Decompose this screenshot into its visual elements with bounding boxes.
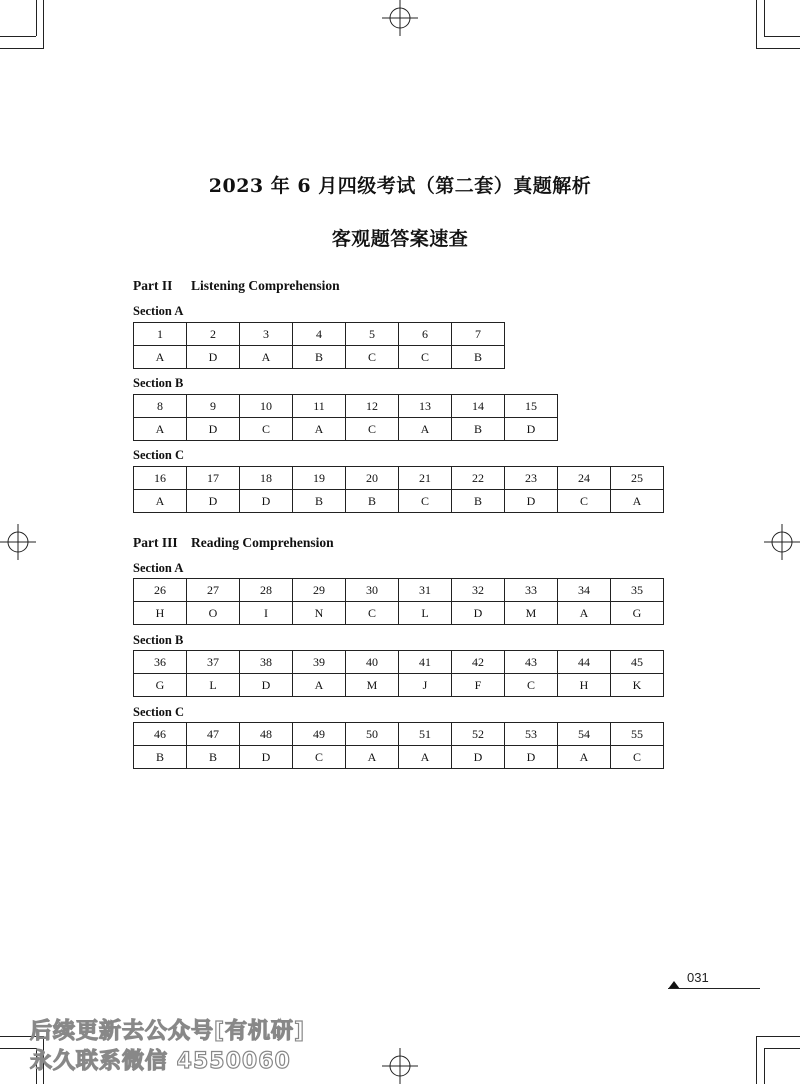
question-number: 43 <box>505 651 558 674</box>
answer-cell: B <box>452 418 505 441</box>
question-number: 36 <box>134 651 187 674</box>
section-label: Section C <box>133 705 185 719</box>
answer-cell: A <box>134 346 187 369</box>
question-number: 48 <box>240 723 293 746</box>
question-number: 12 <box>346 395 399 418</box>
answer-table <box>133 466 664 513</box>
question-number: 42 <box>452 651 505 674</box>
answer-cell: C <box>399 490 452 513</box>
answer-cell: C <box>293 746 346 769</box>
answer-cell: D <box>187 490 240 513</box>
section-label: Section B <box>133 376 184 390</box>
answer-cell: D <box>240 674 293 697</box>
question-number: 1 <box>134 323 187 346</box>
part-name: Reading Comprehension <box>191 535 334 550</box>
answer-cell: D <box>505 418 558 441</box>
answer-cell: B <box>346 490 399 513</box>
answer-cell: F <box>452 674 505 697</box>
part-heading <box>133 278 340 294</box>
answer-cell: B <box>452 490 505 513</box>
question-number-row <box>134 467 664 490</box>
answer-cell: B <box>293 346 346 369</box>
answer-cell: A <box>346 746 399 769</box>
question-number: 16 <box>134 467 187 490</box>
registration-mark-icon <box>764 524 800 560</box>
registration-mark-icon <box>382 0 418 36</box>
part-number: Part III <box>133 535 178 550</box>
question-number: 18 <box>240 467 293 490</box>
answer-cell: A <box>611 490 664 513</box>
watermark-line: 永久联系微信 4550060 <box>30 1049 291 1074</box>
question-number: 6 <box>399 323 452 346</box>
question-number: 21 <box>399 467 452 490</box>
answer-cell: J <box>399 674 452 697</box>
watermark-line: 后续更新去公众号[有机研] <box>30 1019 306 1044</box>
answer-table <box>133 322 505 369</box>
registration-mark-icon <box>382 1048 418 1084</box>
answer-table <box>133 578 664 625</box>
answer-cell: A <box>134 490 187 513</box>
page-subtitle: 客观题答案速查 <box>331 228 469 250</box>
answer-cell: B <box>452 346 505 369</box>
answer-cell: C <box>611 746 664 769</box>
answer-row <box>134 490 664 513</box>
question-number: 27 <box>187 579 240 602</box>
answer-row <box>134 674 664 697</box>
answer-cell: I <box>240 602 293 625</box>
answer-cell: A <box>399 418 452 441</box>
page-title: 2023 年 6 月四级考试（第二套）真题解析 <box>208 175 592 197</box>
answer-cell: H <box>558 674 611 697</box>
answer-cell: C <box>346 346 399 369</box>
answer-cell: L <box>187 674 240 697</box>
question-number: 34 <box>558 579 611 602</box>
question-number: 53 <box>505 723 558 746</box>
question-number: 37 <box>187 651 240 674</box>
question-number: 41 <box>399 651 452 674</box>
question-number: 35 <box>611 579 664 602</box>
question-number: 49 <box>293 723 346 746</box>
answer-cell: D <box>505 490 558 513</box>
answer-table <box>133 650 664 697</box>
page-number: 031 <box>687 970 709 985</box>
question-number: 51 <box>399 723 452 746</box>
answer-cell: C <box>346 602 399 625</box>
answer-cell: D <box>452 602 505 625</box>
question-number: 15 <box>505 395 558 418</box>
question-number: 44 <box>558 651 611 674</box>
question-number: 20 <box>346 467 399 490</box>
answer-cell: A <box>293 418 346 441</box>
question-number: 31 <box>399 579 452 602</box>
question-number: 28 <box>240 579 293 602</box>
question-number: 55 <box>611 723 664 746</box>
answer-cell: H <box>134 602 187 625</box>
question-number: 2 <box>187 323 240 346</box>
answer-cell: D <box>240 746 293 769</box>
answer-table <box>133 722 664 769</box>
question-number: 54 <box>558 723 611 746</box>
answer-row <box>134 346 505 369</box>
page-number-rule <box>668 988 760 989</box>
registration-mark-icon <box>0 524 36 560</box>
question-number: 45 <box>611 651 664 674</box>
answer-cell: O <box>187 602 240 625</box>
question-number: 25 <box>611 467 664 490</box>
answer-cell: G <box>134 674 187 697</box>
answer-cell: C <box>399 346 452 369</box>
question-number: 17 <box>187 467 240 490</box>
question-number: 23 <box>505 467 558 490</box>
answer-cell: C <box>346 418 399 441</box>
question-number-row <box>134 323 505 346</box>
question-number: 32 <box>452 579 505 602</box>
question-number: 46 <box>134 723 187 746</box>
answer-cell: G <box>611 602 664 625</box>
answer-cell: D <box>505 746 558 769</box>
answer-cell: D <box>187 346 240 369</box>
section-label: Section B <box>133 633 184 647</box>
answer-cell: B <box>293 490 346 513</box>
question-number: 14 <box>452 395 505 418</box>
question-number: 30 <box>346 579 399 602</box>
answer-cell: A <box>293 674 346 697</box>
question-number-row <box>134 723 664 746</box>
question-number: 3 <box>240 323 293 346</box>
question-number-row <box>134 395 558 418</box>
answer-cell: A <box>558 746 611 769</box>
question-number: 10 <box>240 395 293 418</box>
answer-cell: B <box>134 746 187 769</box>
answer-cell: A <box>558 602 611 625</box>
answer-cell: N <box>293 602 346 625</box>
answer-cell: C <box>240 418 293 441</box>
question-number: 39 <box>293 651 346 674</box>
question-number: 22 <box>452 467 505 490</box>
question-number-row <box>134 651 664 674</box>
question-number: 13 <box>399 395 452 418</box>
answer-cell: D <box>187 418 240 441</box>
answer-cell: A <box>134 418 187 441</box>
question-number: 7 <box>452 323 505 346</box>
answer-cell: K <box>611 674 664 697</box>
question-number: 19 <box>293 467 346 490</box>
question-number: 9 <box>187 395 240 418</box>
question-number: 33 <box>505 579 558 602</box>
answer-cell: L <box>399 602 452 625</box>
question-number: 5 <box>346 323 399 346</box>
part-heading <box>133 535 334 551</box>
section-label: Section A <box>133 561 184 575</box>
question-number-row <box>134 579 664 602</box>
answer-row <box>134 418 558 441</box>
question-number: 40 <box>346 651 399 674</box>
answer-cell: C <box>505 674 558 697</box>
answer-row <box>134 746 664 769</box>
question-number: 29 <box>293 579 346 602</box>
answer-cell: B <box>187 746 240 769</box>
question-number: 52 <box>452 723 505 746</box>
answer-row <box>134 602 664 625</box>
answer-cell: A <box>399 746 452 769</box>
question-number: 11 <box>293 395 346 418</box>
section-label: Section C <box>133 448 185 462</box>
answer-table <box>133 394 558 441</box>
question-number: 24 <box>558 467 611 490</box>
answer-cell: D <box>452 746 505 769</box>
answer-cell: D <box>240 490 293 513</box>
part-number: Part II <box>133 278 173 293</box>
part-name: Listening Comprehension <box>191 278 340 293</box>
question-number: 47 <box>187 723 240 746</box>
answer-cell: M <box>505 602 558 625</box>
section-label: Section A <box>133 304 184 318</box>
answer-cell: A <box>240 346 293 369</box>
answer-cell: M <box>346 674 399 697</box>
question-number: 4 <box>293 323 346 346</box>
question-number: 8 <box>134 395 187 418</box>
question-number: 26 <box>134 579 187 602</box>
question-number: 50 <box>346 723 399 746</box>
question-number: 38 <box>240 651 293 674</box>
answer-cell: C <box>558 490 611 513</box>
